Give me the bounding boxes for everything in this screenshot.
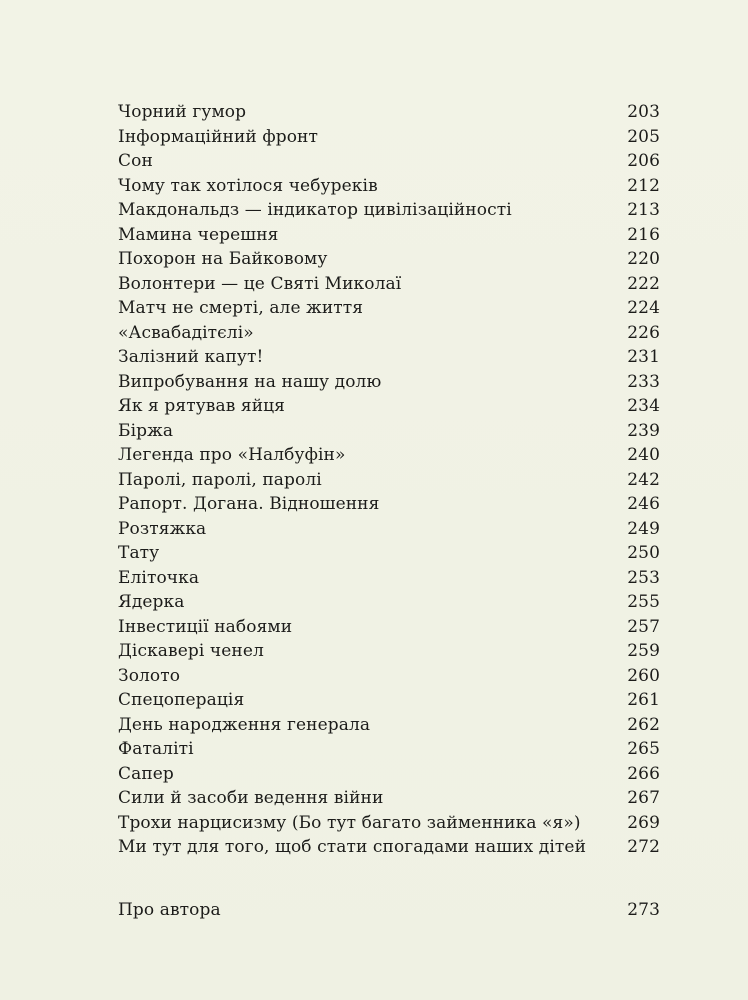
toc-entry xyxy=(118,249,660,274)
toc-entry xyxy=(118,323,660,348)
toc-entry-about-author xyxy=(118,900,660,925)
toc-entry-page: 261 xyxy=(627,690,660,710)
toc-entry-title: Паролі, паролі, паролі xyxy=(118,469,322,490)
toc-entry-title: Інформаційний фронт xyxy=(118,126,318,147)
toc-entry xyxy=(118,445,660,470)
toc-entry xyxy=(118,519,660,544)
toc-entry-title: Сон xyxy=(118,151,153,171)
toc-entry xyxy=(118,225,660,250)
toc-entry-title: Легенда про «Налбуфін» xyxy=(118,445,346,465)
toc-entry xyxy=(118,813,660,838)
toc-entry-title: Золото xyxy=(118,665,181,686)
toc-entry-title: День народження генерала xyxy=(118,714,371,735)
toc-entry-title: Еліточка xyxy=(118,567,200,588)
toc-entry-page: 222 xyxy=(627,273,660,294)
toc-entry-title: Рапорт. Догана. Відношення xyxy=(118,494,380,514)
toc-entry-page: 240 xyxy=(627,445,660,465)
toc-entry-title: Трохи нарцисизму (Бо тут багато займенника «я») xyxy=(118,812,581,833)
toc-entry-page: 260 xyxy=(627,665,660,686)
toc-entry-title: Чорний гумор xyxy=(118,102,247,122)
toc-entry-title: Матч не смерті, але життя xyxy=(118,298,364,318)
toc-entry-page: 212 xyxy=(627,175,660,196)
toc-entry-page: 239 xyxy=(627,420,660,441)
toc-entry-page: 224 xyxy=(627,298,660,318)
toc-entry xyxy=(118,764,660,789)
toc-entry xyxy=(118,396,660,421)
toc-entry-page: 249 xyxy=(627,518,660,539)
toc-list xyxy=(118,102,660,862)
toc-entry xyxy=(118,739,660,764)
toc-entry-title: Розтяжка xyxy=(118,518,207,539)
toc-entry-page: 265 xyxy=(627,739,660,759)
toc-entry-page: 257 xyxy=(627,616,660,637)
toc-entry xyxy=(118,837,660,862)
toc-entry-page: 266 xyxy=(627,763,660,784)
toc-entry-title: Ми тут для того, щоб стати спогадами наших дітей xyxy=(118,837,586,857)
toc-entry-page: 267 xyxy=(627,788,660,808)
toc-entry xyxy=(118,347,660,372)
toc-entry-page: 255 xyxy=(627,592,660,612)
toc-entry xyxy=(118,543,660,568)
toc-entry-page: 213 xyxy=(627,200,660,220)
toc-entry-page: 262 xyxy=(627,714,660,735)
toc-entry-page: 203 xyxy=(627,102,660,122)
toc-entry-page: 250 xyxy=(627,543,660,563)
toc-entry-page: 220 xyxy=(627,249,660,269)
toc-entry xyxy=(118,788,660,813)
toc-entry-title: Похорон на Байковому xyxy=(118,249,328,269)
toc-entry xyxy=(118,127,660,152)
toc-entry-page: 226 xyxy=(627,322,660,343)
toc-entry xyxy=(118,274,660,299)
toc-entry xyxy=(118,690,660,715)
toc-entry-title: Сапер xyxy=(118,763,174,784)
toc-entry-page: 253 xyxy=(627,567,660,588)
toc-gap xyxy=(118,862,660,900)
toc-entry-page: 246 xyxy=(627,494,660,514)
toc-entry-page: 242 xyxy=(627,469,660,490)
toc-entry xyxy=(118,617,660,642)
toc-entry-title: Мамина черешня xyxy=(118,224,279,245)
toc-entry-title: Сили й засоби ведення війни xyxy=(118,788,384,808)
toc-entry-page: 273 xyxy=(627,899,660,920)
toc-entry-title: Біржа xyxy=(118,420,174,441)
toc-entry-title: Залізний капут! xyxy=(118,347,264,367)
toc-entry-title: Як я рятував яйця xyxy=(118,396,285,416)
toc-entry xyxy=(118,666,660,691)
toc-entry xyxy=(118,176,660,201)
toc-entry-page: 205 xyxy=(627,126,660,147)
toc-entry xyxy=(118,102,660,127)
toc-entry-title: Фаталіті xyxy=(118,739,194,759)
toc-entry xyxy=(118,592,660,617)
toc-entry xyxy=(118,200,660,225)
toc-entry-title: Про автора xyxy=(118,899,221,920)
toc-entry xyxy=(118,494,660,519)
toc-entry xyxy=(118,372,660,397)
toc-entry xyxy=(118,470,660,495)
toc-entry xyxy=(118,641,660,666)
toc-entry-page: 234 xyxy=(627,396,660,416)
toc-entry-page: 272 xyxy=(627,837,660,857)
toc-entry-title: Інвестиції набоями xyxy=(118,616,293,637)
toc-entry-title: Тату xyxy=(118,543,160,563)
toc-entry-title: Діскавері ченел xyxy=(118,641,264,661)
toc-entry-title: Спецоперація xyxy=(118,690,245,710)
toc-entry xyxy=(118,715,660,740)
toc-entry-title: Макдональдз — індикатор цивілізаційності xyxy=(118,200,512,220)
toc-entry-page: 206 xyxy=(627,151,660,171)
toc-entry-page: 231 xyxy=(627,347,660,367)
toc-entry xyxy=(118,421,660,446)
toc-entry xyxy=(118,298,660,323)
toc-entry-title: Випробування на нашу долю xyxy=(118,371,382,392)
table-of-contents xyxy=(118,102,660,924)
toc-entry-page: 233 xyxy=(627,371,660,392)
toc-entry-title: Чому так хотілося чебуреків xyxy=(118,175,378,196)
toc-entry-title: «Асвабадітєлі» xyxy=(118,322,254,343)
toc-entry xyxy=(118,568,660,593)
toc-entry-page: 269 xyxy=(627,812,660,833)
toc-entry-title: Волонтери — це Святі Миколаї xyxy=(118,273,402,294)
toc-entry xyxy=(118,151,660,176)
toc-entry-page: 216 xyxy=(627,224,660,245)
toc-entry-page: 259 xyxy=(627,641,660,661)
toc-entry-title: Ядерка xyxy=(118,592,185,612)
